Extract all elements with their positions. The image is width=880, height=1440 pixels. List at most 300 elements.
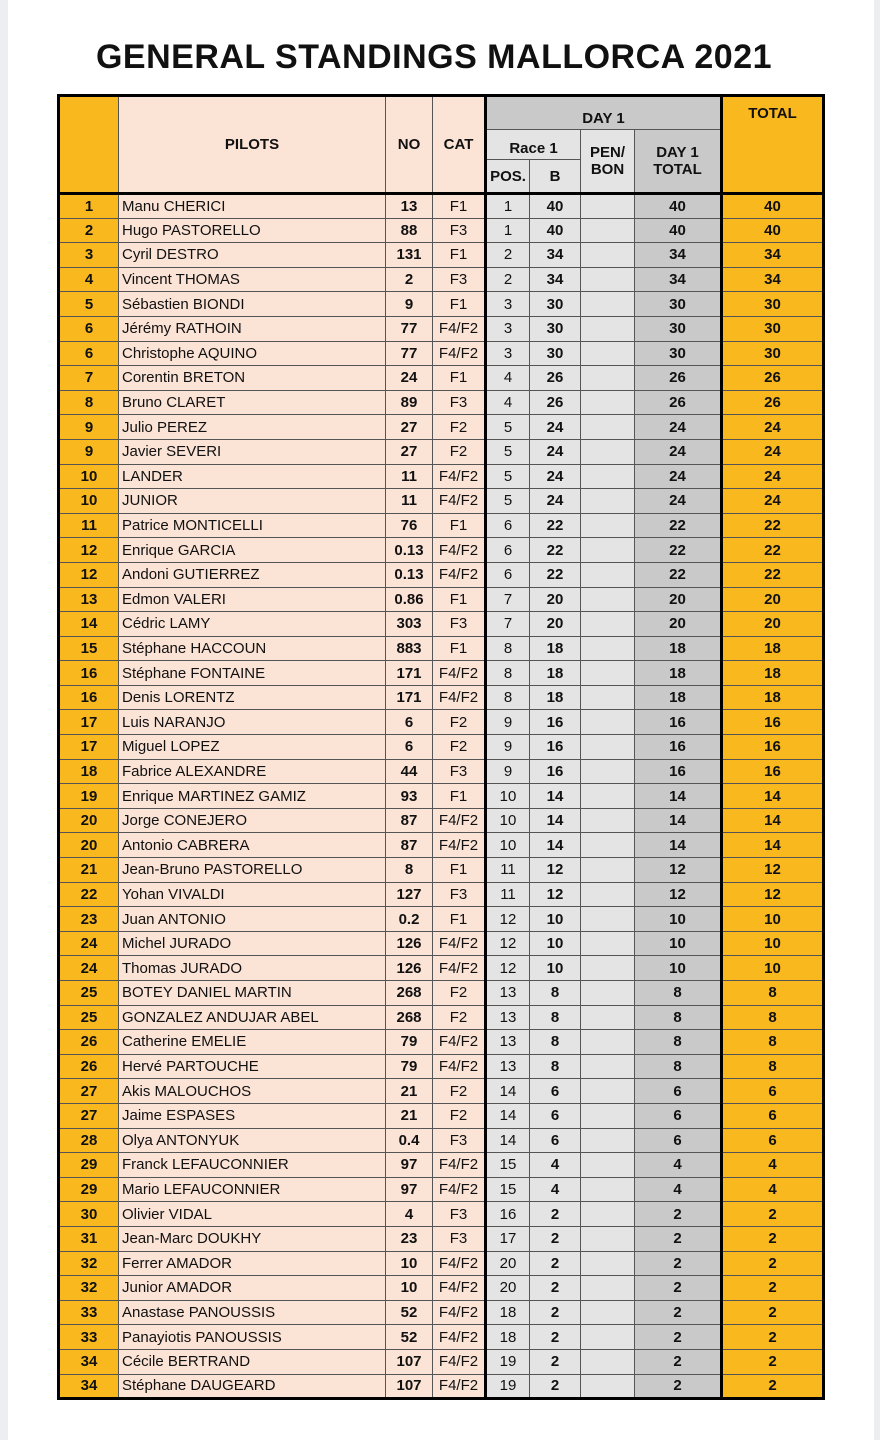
rank-cell: 24 [59, 931, 119, 956]
number-cell: 4 [386, 1202, 433, 1227]
pilot-cell: Mario LEFAUCONNIER [119, 1177, 386, 1202]
total-cell: 34 [722, 243, 824, 268]
number-cell: 21 [386, 1079, 433, 1104]
category-cell: F1 [433, 243, 486, 268]
day-total-cell: 26 [635, 366, 722, 391]
number-cell: 2 [386, 267, 433, 292]
day-total-cell: 34 [635, 243, 722, 268]
header-cat: CAT [433, 96, 486, 194]
table-row [59, 366, 824, 391]
number-cell: 27 [386, 415, 433, 440]
number-cell: 13 [386, 194, 433, 219]
pilot-cell: Ferrer AMADOR [119, 1251, 386, 1276]
category-cell: F1 [433, 292, 486, 317]
category-cell: F1 [433, 194, 486, 219]
total-cell: 30 [722, 292, 824, 317]
pilot-cell: Luis NARANJO [119, 710, 386, 735]
day-total-cell: 26 [635, 390, 722, 415]
points-cell: 30 [530, 292, 581, 317]
position-cell: 7 [486, 587, 530, 612]
number-cell: 303 [386, 612, 433, 637]
table-row [59, 415, 824, 440]
points-cell: 6 [530, 1079, 581, 1104]
rank-cell: 16 [59, 685, 119, 710]
rank-cell: 26 [59, 1054, 119, 1079]
table-row [59, 710, 824, 735]
day-total-cell: 12 [635, 882, 722, 907]
points-cell: 2 [530, 1226, 581, 1251]
category-cell: F3 [433, 1226, 486, 1251]
pilot-cell: Javier SEVERI [119, 439, 386, 464]
pilot-cell: Jean-Marc DOUKHY [119, 1226, 386, 1251]
penalty-bonus-cell [581, 1030, 635, 1055]
table-row [59, 612, 824, 637]
penalty-bonus-cell [581, 464, 635, 489]
penalty-bonus-cell [581, 341, 635, 366]
number-cell: 24 [386, 366, 433, 391]
table-row [59, 1202, 824, 1227]
category-cell: F2 [433, 1079, 486, 1104]
penalty-bonus-cell [581, 489, 635, 514]
number-cell: 27 [386, 439, 433, 464]
number-cell: 171 [386, 661, 433, 686]
rank-cell: 17 [59, 710, 119, 735]
page-edge-right [874, 0, 880, 1440]
points-cell: 18 [530, 661, 581, 686]
total-cell: 26 [722, 390, 824, 415]
rank-cell: 12 [59, 562, 119, 587]
day-total-cell: 2 [635, 1251, 722, 1276]
table-row [59, 292, 824, 317]
points-cell: 14 [530, 808, 581, 833]
points-cell: 6 [530, 1103, 581, 1128]
table-row [59, 1054, 824, 1079]
pilot-cell: Julio PEREZ [119, 415, 386, 440]
table-row [59, 1300, 824, 1325]
rank-cell: 14 [59, 612, 119, 637]
header-pos: POS. [486, 160, 530, 194]
pilot-cell: Anastase PANOUSSIS [119, 1300, 386, 1325]
points-cell: 20 [530, 612, 581, 637]
penalty-bonus-cell [581, 735, 635, 760]
penalty-bonus-cell [581, 1103, 635, 1128]
points-cell: 2 [530, 1325, 581, 1350]
pilot-cell: Jean-Bruno PASTORELLO [119, 858, 386, 883]
position-cell: 14 [486, 1128, 530, 1153]
day-total-cell: 8 [635, 1054, 722, 1079]
total-cell: 16 [722, 759, 824, 784]
number-cell: 21 [386, 1103, 433, 1128]
rank-cell: 24 [59, 956, 119, 981]
total-cell: 10 [722, 956, 824, 981]
total-cell: 16 [722, 735, 824, 760]
table-row [59, 194, 824, 219]
points-cell: 34 [530, 267, 581, 292]
table-row [59, 562, 824, 587]
number-cell: 883 [386, 636, 433, 661]
number-cell: 8 [386, 858, 433, 883]
day-total-cell: 2 [635, 1325, 722, 1350]
pilot-cell: Cécile BERTRAND [119, 1349, 386, 1374]
category-cell: F1 [433, 636, 486, 661]
position-cell: 16 [486, 1202, 530, 1227]
points-cell: 2 [530, 1349, 581, 1374]
penalty-bonus-cell [581, 710, 635, 735]
penalty-bonus-cell [581, 243, 635, 268]
number-cell: 127 [386, 882, 433, 907]
table-row [59, 1251, 824, 1276]
number-cell: 79 [386, 1054, 433, 1079]
position-cell: 10 [486, 833, 530, 858]
category-cell: F4/F2 [433, 464, 486, 489]
total-cell: 24 [722, 464, 824, 489]
pilot-cell: Antonio CABRERA [119, 833, 386, 858]
total-cell: 22 [722, 513, 824, 538]
day-total-cell: 18 [635, 661, 722, 686]
points-cell: 6 [530, 1128, 581, 1153]
category-cell: F4/F2 [433, 1349, 486, 1374]
rank-cell: 19 [59, 784, 119, 809]
position-cell: 5 [486, 464, 530, 489]
penalty-bonus-cell [581, 808, 635, 833]
penalty-bonus-cell [581, 685, 635, 710]
day-total-cell: 10 [635, 907, 722, 932]
points-cell: 18 [530, 636, 581, 661]
points-cell: 4 [530, 1153, 581, 1178]
penalty-bonus-cell [581, 636, 635, 661]
table-row [59, 1374, 824, 1399]
number-cell: 93 [386, 784, 433, 809]
rank-cell: 31 [59, 1226, 119, 1251]
pilot-cell: Juan ANTONIO [119, 907, 386, 932]
day-total-cell: 8 [635, 1005, 722, 1030]
category-cell: F4/F2 [433, 956, 486, 981]
points-cell: 2 [530, 1300, 581, 1325]
category-cell: F2 [433, 735, 486, 760]
total-cell: 34 [722, 267, 824, 292]
points-cell: 22 [530, 538, 581, 563]
points-cell: 4 [530, 1177, 581, 1202]
number-cell: 126 [386, 956, 433, 981]
table-row [59, 833, 824, 858]
penalty-bonus-cell [581, 1276, 635, 1301]
category-cell: F3 [433, 1128, 486, 1153]
total-cell: 30 [722, 316, 824, 341]
position-cell: 5 [486, 415, 530, 440]
category-cell: F3 [433, 218, 486, 243]
day-total-cell: 30 [635, 341, 722, 366]
number-cell: 131 [386, 243, 433, 268]
pilot-cell: Hugo PASTORELLO [119, 218, 386, 243]
penalty-bonus-cell [581, 316, 635, 341]
day-total-cell: 16 [635, 710, 722, 735]
day-total-cell: 2 [635, 1349, 722, 1374]
table-row [59, 661, 824, 686]
day-total-cell: 30 [635, 316, 722, 341]
pilot-cell: Olya ANTONYUK [119, 1128, 386, 1153]
table-row [59, 735, 824, 760]
penalty-bonus-cell [581, 833, 635, 858]
points-cell: 12 [530, 858, 581, 883]
points-cell: 16 [530, 710, 581, 735]
day-total-cell: 10 [635, 956, 722, 981]
pilot-cell: Enrique MARTINEZ GAMIZ [119, 784, 386, 809]
header-pilots: PILOTS [119, 96, 386, 194]
position-cell: 17 [486, 1226, 530, 1251]
table-row [59, 931, 824, 956]
table-row [59, 464, 824, 489]
rank-cell: 9 [59, 439, 119, 464]
penalty-bonus-cell [581, 1349, 635, 1374]
category-cell: F4/F2 [433, 833, 486, 858]
pilot-cell: Stéphane FONTAINE [119, 661, 386, 686]
rank-cell: 34 [59, 1349, 119, 1374]
day-total-cell: 16 [635, 735, 722, 760]
number-cell: 52 [386, 1325, 433, 1350]
day-total-cell: 4 [635, 1177, 722, 1202]
table-row [59, 390, 824, 415]
page-title: GENERAL STANDINGS MALLORCA 2021 [95, 38, 773, 76]
day-total-cell: 8 [635, 1030, 722, 1055]
table-row [59, 956, 824, 981]
position-cell: 1 [486, 218, 530, 243]
rank-cell: 21 [59, 858, 119, 883]
header-b: B [530, 160, 581, 194]
position-cell: 6 [486, 562, 530, 587]
table-row [59, 513, 824, 538]
position-cell: 9 [486, 735, 530, 760]
table-row [59, 218, 824, 243]
total-cell: 2 [722, 1374, 824, 1399]
header-pen-bon [581, 130, 635, 194]
pilot-cell: Andoni GUTIERREZ [119, 562, 386, 587]
penalty-bonus-cell [581, 981, 635, 1006]
day-total-cell: 22 [635, 538, 722, 563]
total-cell: 20 [722, 587, 824, 612]
day-total-cell: 22 [635, 513, 722, 538]
day-total-cell: 2 [635, 1226, 722, 1251]
day-total-cell: 34 [635, 267, 722, 292]
penalty-bonus-cell [581, 1153, 635, 1178]
position-cell: 8 [486, 685, 530, 710]
day-total-cell: 16 [635, 759, 722, 784]
pilot-cell: Denis LORENTZ [119, 685, 386, 710]
position-cell: 7 [486, 612, 530, 637]
table-row [59, 1349, 824, 1374]
rank-cell: 20 [59, 808, 119, 833]
day-total-cell: 6 [635, 1103, 722, 1128]
pilot-cell: Michel JURADO [119, 931, 386, 956]
category-cell: F4/F2 [433, 685, 486, 710]
table-row [59, 243, 824, 268]
position-cell: 1 [486, 194, 530, 219]
position-cell: 11 [486, 882, 530, 907]
points-cell: 26 [530, 366, 581, 391]
total-cell: 8 [722, 1005, 824, 1030]
number-cell: 52 [386, 1300, 433, 1325]
category-cell: F1 [433, 587, 486, 612]
rank-cell: 8 [59, 390, 119, 415]
total-cell: 4 [722, 1153, 824, 1178]
pilot-cell: Christophe AQUINO [119, 341, 386, 366]
pilot-cell: Catherine EMELIE [119, 1030, 386, 1055]
position-cell: 5 [486, 439, 530, 464]
category-cell: F1 [433, 784, 486, 809]
number-cell: 77 [386, 341, 433, 366]
header-no: NO [386, 96, 433, 194]
pilot-cell: BOTEY DANIEL MARTIN [119, 981, 386, 1006]
day-total-cell: 12 [635, 858, 722, 883]
points-cell: 16 [530, 735, 581, 760]
penalty-bonus-cell [581, 1300, 635, 1325]
position-cell: 13 [486, 981, 530, 1006]
position-cell: 4 [486, 366, 530, 391]
total-cell: 16 [722, 710, 824, 735]
total-cell: 2 [722, 1349, 824, 1374]
pilot-cell: Panayiotis PANOUSSIS [119, 1325, 386, 1350]
table-row [59, 341, 824, 366]
category-cell: F4/F2 [433, 1153, 486, 1178]
number-cell: 6 [386, 735, 433, 760]
total-cell: 14 [722, 833, 824, 858]
header-race: Race 1 [486, 130, 581, 160]
pilot-cell: Corentin BRETON [119, 366, 386, 391]
rank-cell: 22 [59, 882, 119, 907]
category-cell: F4/F2 [433, 562, 486, 587]
table-row [59, 267, 824, 292]
day-total-cell: 2 [635, 1276, 722, 1301]
category-cell: F4/F2 [433, 1300, 486, 1325]
position-cell: 19 [486, 1349, 530, 1374]
penalty-bonus-cell [581, 267, 635, 292]
table-row [59, 784, 824, 809]
position-cell: 19 [486, 1374, 530, 1399]
total-cell: 24 [722, 439, 824, 464]
day-total-cell: 4 [635, 1153, 722, 1178]
day-total-cell: 40 [635, 194, 722, 219]
penalty-bonus-cell [581, 858, 635, 883]
penalty-bonus-cell [581, 661, 635, 686]
category-cell: F1 [433, 907, 486, 932]
position-cell: 15 [486, 1153, 530, 1178]
position-cell: 18 [486, 1300, 530, 1325]
day-total-cell: 24 [635, 415, 722, 440]
table-row [59, 907, 824, 932]
points-cell: 2 [530, 1276, 581, 1301]
penalty-bonus-cell [581, 1251, 635, 1276]
position-cell: 12 [486, 907, 530, 932]
position-cell: 18 [486, 1325, 530, 1350]
rank-cell: 6 [59, 316, 119, 341]
pilot-cell: Yohan VIVALDI [119, 882, 386, 907]
pilot-cell: Manu CHERICI [119, 194, 386, 219]
number-cell: 87 [386, 808, 433, 833]
rank-cell: 32 [59, 1276, 119, 1301]
table-row [59, 981, 824, 1006]
rank-cell: 30 [59, 1202, 119, 1227]
rank-cell: 15 [59, 636, 119, 661]
total-cell: 2 [722, 1202, 824, 1227]
position-cell: 14 [486, 1079, 530, 1104]
rank-cell: 18 [59, 759, 119, 784]
pilot-cell: Cédric LAMY [119, 612, 386, 637]
pilot-cell: Cyril DESTRO [119, 243, 386, 268]
points-cell: 8 [530, 1030, 581, 1055]
rank-cell: 1 [59, 194, 119, 219]
points-cell: 22 [530, 562, 581, 587]
points-cell: 8 [530, 981, 581, 1006]
penalty-bonus-cell [581, 415, 635, 440]
number-cell: 0.86 [386, 587, 433, 612]
pilot-cell: Sébastien BIONDI [119, 292, 386, 317]
category-cell: F3 [433, 390, 486, 415]
total-cell: 2 [722, 1226, 824, 1251]
points-cell: 22 [530, 513, 581, 538]
number-cell: 76 [386, 513, 433, 538]
position-cell: 9 [486, 710, 530, 735]
penalty-bonus-cell [581, 1226, 635, 1251]
rank-cell: 17 [59, 735, 119, 760]
table-row [59, 882, 824, 907]
rank-cell: 27 [59, 1103, 119, 1128]
position-cell: 6 [486, 538, 530, 563]
category-cell: F4/F2 [433, 931, 486, 956]
day-total-cell: 30 [635, 292, 722, 317]
rank-cell: 26 [59, 1030, 119, 1055]
category-cell: F2 [433, 1103, 486, 1128]
position-cell: 13 [486, 1054, 530, 1079]
penalty-bonus-cell [581, 612, 635, 637]
header-pen-line2: BON [590, 161, 625, 178]
total-cell: 2 [722, 1325, 824, 1350]
table-row [59, 808, 824, 833]
points-cell: 2 [530, 1202, 581, 1227]
penalty-bonus-cell [581, 292, 635, 317]
penalty-bonus-cell [581, 390, 635, 415]
total-cell: 40 [722, 218, 824, 243]
pilot-cell: Vincent THOMAS [119, 267, 386, 292]
pilot-cell: Akis MALOUCHOS [119, 1079, 386, 1104]
table-row [59, 1226, 824, 1251]
penalty-bonus-cell [581, 956, 635, 981]
points-cell: 2 [530, 1374, 581, 1399]
penalty-bonus-cell [581, 1054, 635, 1079]
pilot-cell: Miguel LOPEZ [119, 735, 386, 760]
position-cell: 2 [486, 267, 530, 292]
number-cell: 97 [386, 1177, 433, 1202]
total-cell: 18 [722, 685, 824, 710]
penalty-bonus-cell [581, 562, 635, 587]
rank-cell: 13 [59, 587, 119, 612]
total-cell: 22 [722, 562, 824, 587]
position-cell: 8 [486, 661, 530, 686]
table-row [59, 1030, 824, 1055]
penalty-bonus-cell [581, 366, 635, 391]
total-cell: 26 [722, 366, 824, 391]
penalty-bonus-cell [581, 907, 635, 932]
position-cell: 3 [486, 316, 530, 341]
pilot-cell: GONZALEZ ANDUJAR ABEL [119, 1005, 386, 1030]
rank-cell: 29 [59, 1177, 119, 1202]
day-total-cell: 24 [635, 489, 722, 514]
number-cell: 11 [386, 464, 433, 489]
header-rank [59, 96, 119, 194]
position-cell: 20 [486, 1251, 530, 1276]
penalty-bonus-cell [581, 759, 635, 784]
number-cell: 44 [386, 759, 433, 784]
pilot-cell: Jérémy RATHOIN [119, 316, 386, 341]
rank-cell: 27 [59, 1079, 119, 1104]
